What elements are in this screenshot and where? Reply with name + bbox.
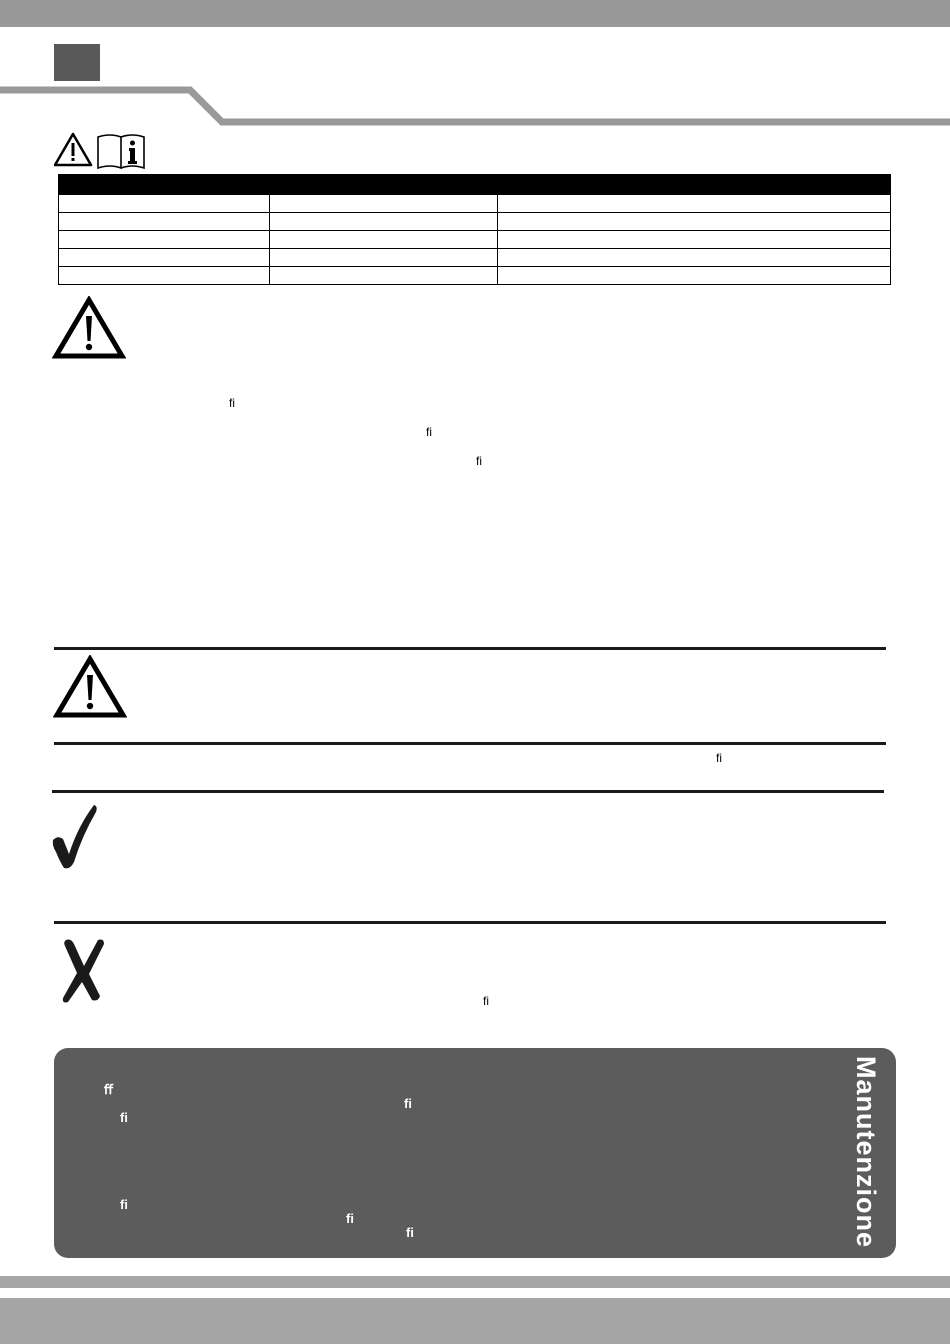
table-row — [59, 249, 891, 267]
table-cell — [59, 213, 270, 231]
checkmark-icon — [50, 802, 100, 870]
table-cell — [498, 213, 891, 231]
ligature-fi: ﬁ — [426, 425, 432, 439]
header-square — [54, 44, 100, 81]
manual-info-icon — [98, 135, 144, 168]
ligature-fi: ﬁ — [346, 1211, 354, 1226]
table-cell — [498, 267, 891, 285]
ligature-fi: ﬁ — [229, 396, 235, 410]
table-row — [59, 195, 891, 213]
ligature-fi: ﬁ — [716, 751, 722, 765]
data-table — [58, 174, 891, 285]
header-rule — [0, 86, 950, 130]
table-row — [59, 267, 891, 285]
ligature-fi: ﬁ — [483, 994, 489, 1008]
warning-info-icons — [54, 131, 146, 171]
ligature-fi: ﬁ — [476, 454, 482, 468]
table-cell — [270, 249, 498, 267]
table-cell — [270, 213, 498, 231]
cross-icon — [54, 936, 110, 1004]
section-divider — [54, 921, 886, 924]
maintenance-title: Manutenzione — [851, 1056, 881, 1248]
table-cell — [498, 195, 891, 213]
table-cell — [59, 249, 270, 267]
table-header-row — [59, 175, 891, 195]
warning-triangle-icon — [53, 655, 127, 719]
warning-triangle-icon — [52, 296, 126, 360]
table-row — [59, 213, 891, 231]
ligature-ff: ﬀ — [104, 1082, 113, 1097]
maintenance-box — [54, 1048, 896, 1258]
ligature-fi: ﬁ — [406, 1225, 414, 1240]
warning-triangle-icon — [55, 134, 91, 165]
table-cell — [270, 195, 498, 213]
bottom-bar-thin — [0, 1276, 950, 1288]
table-cell — [270, 231, 498, 249]
table-cell — [59, 267, 270, 285]
table-header-cell — [270, 175, 498, 195]
ligature-fi: ﬁ — [120, 1197, 128, 1212]
table-cell — [59, 231, 270, 249]
bottom-bar — [0, 1298, 950, 1344]
table-cell — [498, 249, 891, 267]
ligature-fi: ﬁ — [404, 1096, 412, 1111]
table-header-cell — [498, 175, 891, 195]
section-divider — [54, 647, 886, 650]
table-header-cell — [59, 175, 270, 195]
table-cell — [498, 231, 891, 249]
table-cell — [59, 195, 270, 213]
table-row — [59, 231, 891, 249]
section-divider — [52, 790, 884, 793]
section-divider — [54, 742, 886, 745]
table-cell — [270, 267, 498, 285]
ligature-fi: ﬁ — [120, 1110, 128, 1125]
top-bar — [0, 0, 950, 27]
